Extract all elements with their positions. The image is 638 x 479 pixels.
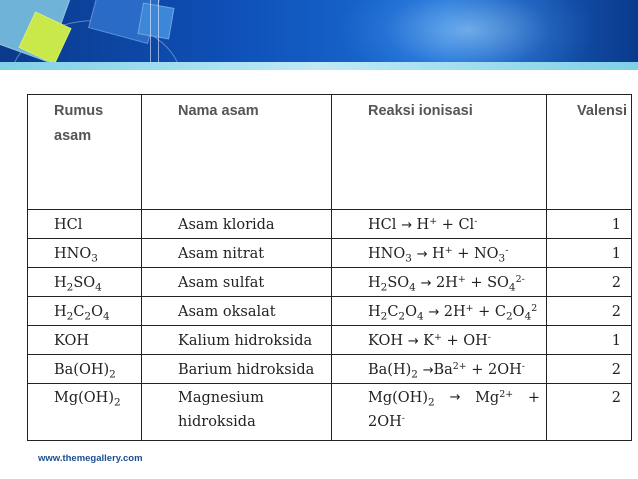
reaction-cell: $H_2SO_4 \to 2H^+ + SO_4^{2-}$ bbox=[332, 268, 547, 297]
formula-cell: $H_2C_2O_4$ bbox=[28, 297, 142, 326]
table-header-row bbox=[28, 95, 632, 210]
acid-table bbox=[27, 94, 632, 441]
name-cell: Asam oksalat bbox=[142, 297, 332, 326]
decor-line bbox=[158, 0, 159, 70]
table-row bbox=[28, 326, 632, 355]
valence-cell: 1 bbox=[547, 210, 632, 239]
valence-cell: 2 bbox=[547, 268, 632, 297]
decor-cube bbox=[137, 2, 174, 39]
reaction-cell: $HNO_3 \to H^+ + NO_3^-$ bbox=[332, 239, 547, 268]
table-row bbox=[28, 297, 632, 326]
banner-glow bbox=[338, 0, 598, 70]
name-cell: Magnesium hidroksida bbox=[142, 384, 332, 441]
formula-cell: HCl bbox=[28, 210, 142, 239]
decor-line bbox=[150, 0, 151, 70]
valence-cell: 2 bbox=[547, 297, 632, 326]
formula-cell: $HNO_3$ bbox=[28, 239, 142, 268]
reaction-cell: HCl → H+ + Cl- bbox=[332, 210, 547, 239]
reaction-cell: $Ba(H)_2 \to Ba^{2+} + 2OH^-$ bbox=[332, 355, 547, 384]
header-banner bbox=[0, 0, 638, 70]
table-row bbox=[28, 384, 632, 441]
header-name: Nama asam bbox=[142, 95, 332, 210]
table-row bbox=[28, 268, 632, 297]
name-cell: Kalium hidroksida bbox=[142, 326, 332, 355]
name-cell: Asam nitrat bbox=[142, 239, 332, 268]
header-reaction: Reaksi ionisasi bbox=[332, 95, 547, 210]
formula-cell: $Ba(OH)_2$ bbox=[28, 355, 142, 384]
footer-url: www.themegallery.com bbox=[38, 453, 143, 464]
reaction-cell: KOH → K+ + OH- bbox=[332, 326, 547, 355]
table-row bbox=[28, 355, 632, 384]
formula-cell: $Mg(OH)_2$ bbox=[28, 384, 142, 441]
valence-cell: 2 bbox=[547, 384, 632, 441]
formula-cell: KOH bbox=[28, 326, 142, 355]
reaction-cell: $Mg(OH)_2$ → $Mg^{2+}$ + 2OH- bbox=[332, 384, 547, 441]
name-cell: Asam klorida bbox=[142, 210, 332, 239]
valence-cell: 1 bbox=[547, 239, 632, 268]
valence-cell: 1 bbox=[547, 326, 632, 355]
table-row bbox=[28, 210, 632, 239]
banner-stripe bbox=[0, 62, 638, 70]
name-cell: Asam sulfat bbox=[142, 268, 332, 297]
name-cell: Barium hidroksida bbox=[142, 355, 332, 384]
header-formula: Rumus asam bbox=[28, 95, 142, 210]
valence-cell: 2 bbox=[547, 355, 632, 384]
formula-cell: $H_2SO_4$ bbox=[28, 268, 142, 297]
reaction-cell: $H_2C_2O_4 \to 2H^+ + C_2O_4^2$ bbox=[332, 297, 547, 326]
header-valence: Valensi bbox=[547, 95, 632, 210]
table-row bbox=[28, 239, 632, 268]
